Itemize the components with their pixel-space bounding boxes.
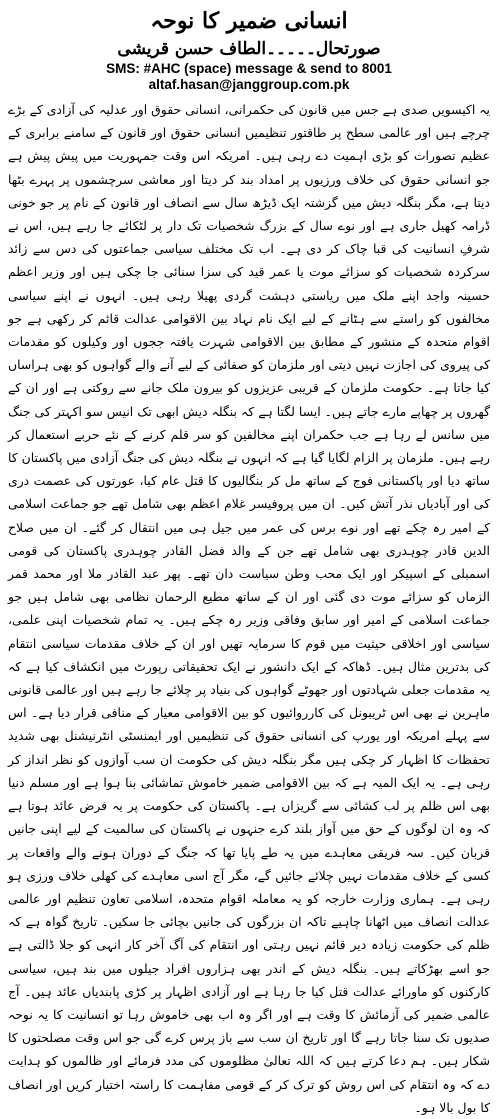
article-body: یہ اکیسویں صدی ہے جس میں قانون کی حکمرانی، انسانی حقوق اور عدلیہ کی آزادی کے بڑے چرچے ہیں اور عالمی سطح پر طاقتور تنظیمیں انسانی حقوق اور قانون کے سامنے برابری کے عظیم تصورات کو بڑی اہمیت دے رہی ہیں۔ امریکہ اس وقت جمہوریت میں پیش پیش ہے جو انسانی حقوق کی خلاف ورزیوں پر امداد بند کر دیتا اور معاشی سرچشموں پر پہرے بٹھا دیتا ہے، مگر بنگلہ دیش میں گزشتہ ایک ڈیڑھ سال سے انصاف اور قانون کے نام پر جو خونی ڈرامہ کھیل جاری ہے اور نوے سال کے بزرگ شخصیات تک دار پر لٹکائے جا رہے ہیں، اس نے شرفِ انسانیت کی قبا چاک کر دی ہے۔ اب تک مختلف سیاسی جماعتوں کی دس سے زائد سرکردہ شخصیات کو سزائے موت یا عمر قید کی سزا سنائی جا چکی ہیں اور وزیر اعظم حسینہ واجد اپنے ملک میں ریاستی دہشت گردی پھیلا رہی ہیں۔ انہوں نے اپنے سیاسی مخالفوں کو راستے سے ہٹانے کے لیے ایک نام نہاد بین الاقوامی عدالت قائم کر رکھی ہے جو اقوام متحدہ کے منشور کے مطابق بین الاقوامی شہرت یافتہ ججوں اور وکیلوں کو مقدمات کی پیروی کی اجازت نہیں دیتی اور ملزمان کو صفائی کے لیے آنے والے گواہوں کو بھی ہراساں کیا جاتا ہے۔ حکومت ملزمان کے قریبی عزیزوں کو بیرون ملک جانے سے روکتی ہے اور ان کے گھروں پر چھاپے مارے جاتے ہیں۔ ایسا لگتا ہے کہ بنگلہ دیش ابھی تک انیس سو اکہتر کی جنگ میں سانس لے رہا ہے جب حکمران اپنے مخالفین کو سر قلم کرنے کے نئے حربے استعمال کر رہے ہیں۔ ملزمان پر الزام لگایا گیا ہے کہ انہوں نے بنگلہ دیش کی جنگ آزادی میں پاکستان کا ساتھ دیا اور پاکستانی فوج کے ساتھ مل کر بنگالیوں کا قتل عام کیا، عورتوں کی عصمت دری کی اور آبادیاں نذر آتش کیں۔ ان میں پروفیسر غلام اعظم بھی شامل تھے جو جماعت اسلامی کے امیر رہ چکے تھے اور نوے برس کی عمر میں جیل ہی میں انتقال کر گئے۔ ان میں صلاح الدین قادر چوہدری بھی شامل تھے جن کے والد فضل القادر چوہدری پاکستان کی قومی اسمبلی کے اسپیکر اور ایک محب وطن سیاست دان تھے۔ پھر عبد القادر ملا اور محمد قمر الزماں کو سزائے موت دی گئی اور ان کے ساتھ مطیع الرحمان نظامی بھی شامل ہیں جو جماعت اسلامی کے امیر اور سابق وفاقی وزیر رہ چکے ہیں۔ یہ تمام شخصیات اپنی علمی، سیاسی اور اخلاقی حیثیت میں قوم کا سرمایہ تھیں اور ان کے خلاف مقدمات سیاسی انتقام کی بدترین مثال ہیں۔ ڈھاکہ کے ایک دانشور نے ایک تحقیقاتی رپورٹ میں انکشاف کیا ہے کہ یہ مقدمات جعلی شہادتوں اور جھوٹے گواہوں کی بنیاد پر چلائے جا رہے ہیں اور عالمی قانونی ماہرین نے بھی اس ٹریبونل کی کارروائیوں کو بین الاقوامی معیار کے منافی قرار دیا ہے۔ اس سے پہلے امریکہ اور یورپ کی انسانی حقوق کی تنظیمیں اور ایمنسٹی انٹرنیشنل بھی شدید تحفظات کا اظہار کر چکی ہیں مگر بنگلہ دیش کی حکومت ان سب آوازوں کو نظر انداز کر رہی ہے۔ یہ ایک المیہ ہے کہ بین الاقوامی ضمیر خاموش تماشائی بنا ہوا ہے اور مسلم دنیا بھی اس ظلم پر لب کشائی سے گریزاں ہے۔ پاکستان کی حکومت پر یہ فرض عائد ہوتا ہے کہ وہ ان لوگوں کے حق میں آواز بلند کرے جنہوں نے پاکستان کی سالمیت کے لیے اپنی جانیں قربان کیں۔ سہ فریقی معاہدے میں یہ طے پایا تھا کہ جنگ کے دوران ہونے والے واقعات پر کسی کے خلاف مقدمات نہیں چلائے جائیں گے، مگر آج اسی معاہدے کی کھلی خلاف ورزی ہو رہی ہے۔ ہماری وزارت خارجہ کو یہ معاملہ اقوام متحدہ، اسلامی تعاون تنظیم اور عالمی عدالت انصاف میں اٹھانا چاہیے تاکہ ان بزرگوں کی جانیں بچائی جا سکیں۔ تاریخ گواہ ہے کہ ظلم کی حکومت زیادہ دیر قائم نہیں رہتی اور انتقام کی آگ آخر کار انہی کو جلا ڈالتی ہے جو اسے بھڑکاتے ہیں۔ بنگلہ دیش کے اندر بھی ہزاروں افراد جیلوں میں بند ہیں، سیاسی کارکنوں کو ماورائے عدالت قتل کیا جا رہا ہے اور آزادی اظہار پر کڑی پابندیاں عائد ہیں۔ آج عالمی ضمیر کی آزمائش کا وقت ہے اور اگر وہ اب بھی خاموش رہا تو انسانیت کا یہ نوحہ صدیوں تک سنا جاتا رہے گا اور تاریخ ان سب سے باز پرس کرے گی جو اس وقت مصلحتوں کا شکار ہیں۔ ہم دعا کرتے ہیں کہ اللہ تعالیٰ مظلوموں کی مدد فرمائے اور ظالموں کو ہدایت دے کہ وہ انتقام کی اس روش کو ترک کر کے قومی مفاہمت کا راستہ اختیار کریں اور انصاف کا بول بالا ہو۔ [8, 102, 490, 1115]
sms-contact: SMS: #AHC (space) message & send to 8001 [106, 61, 392, 76]
author-email: altaf.hasan@janggroup.com.pk [148, 77, 350, 92]
article-byline: صورتحال۔۔۔۔۔الطاف حسن قریشی [117, 39, 381, 59]
article-title: انسانی ضمیر کا نوحہ [150, 8, 348, 34]
